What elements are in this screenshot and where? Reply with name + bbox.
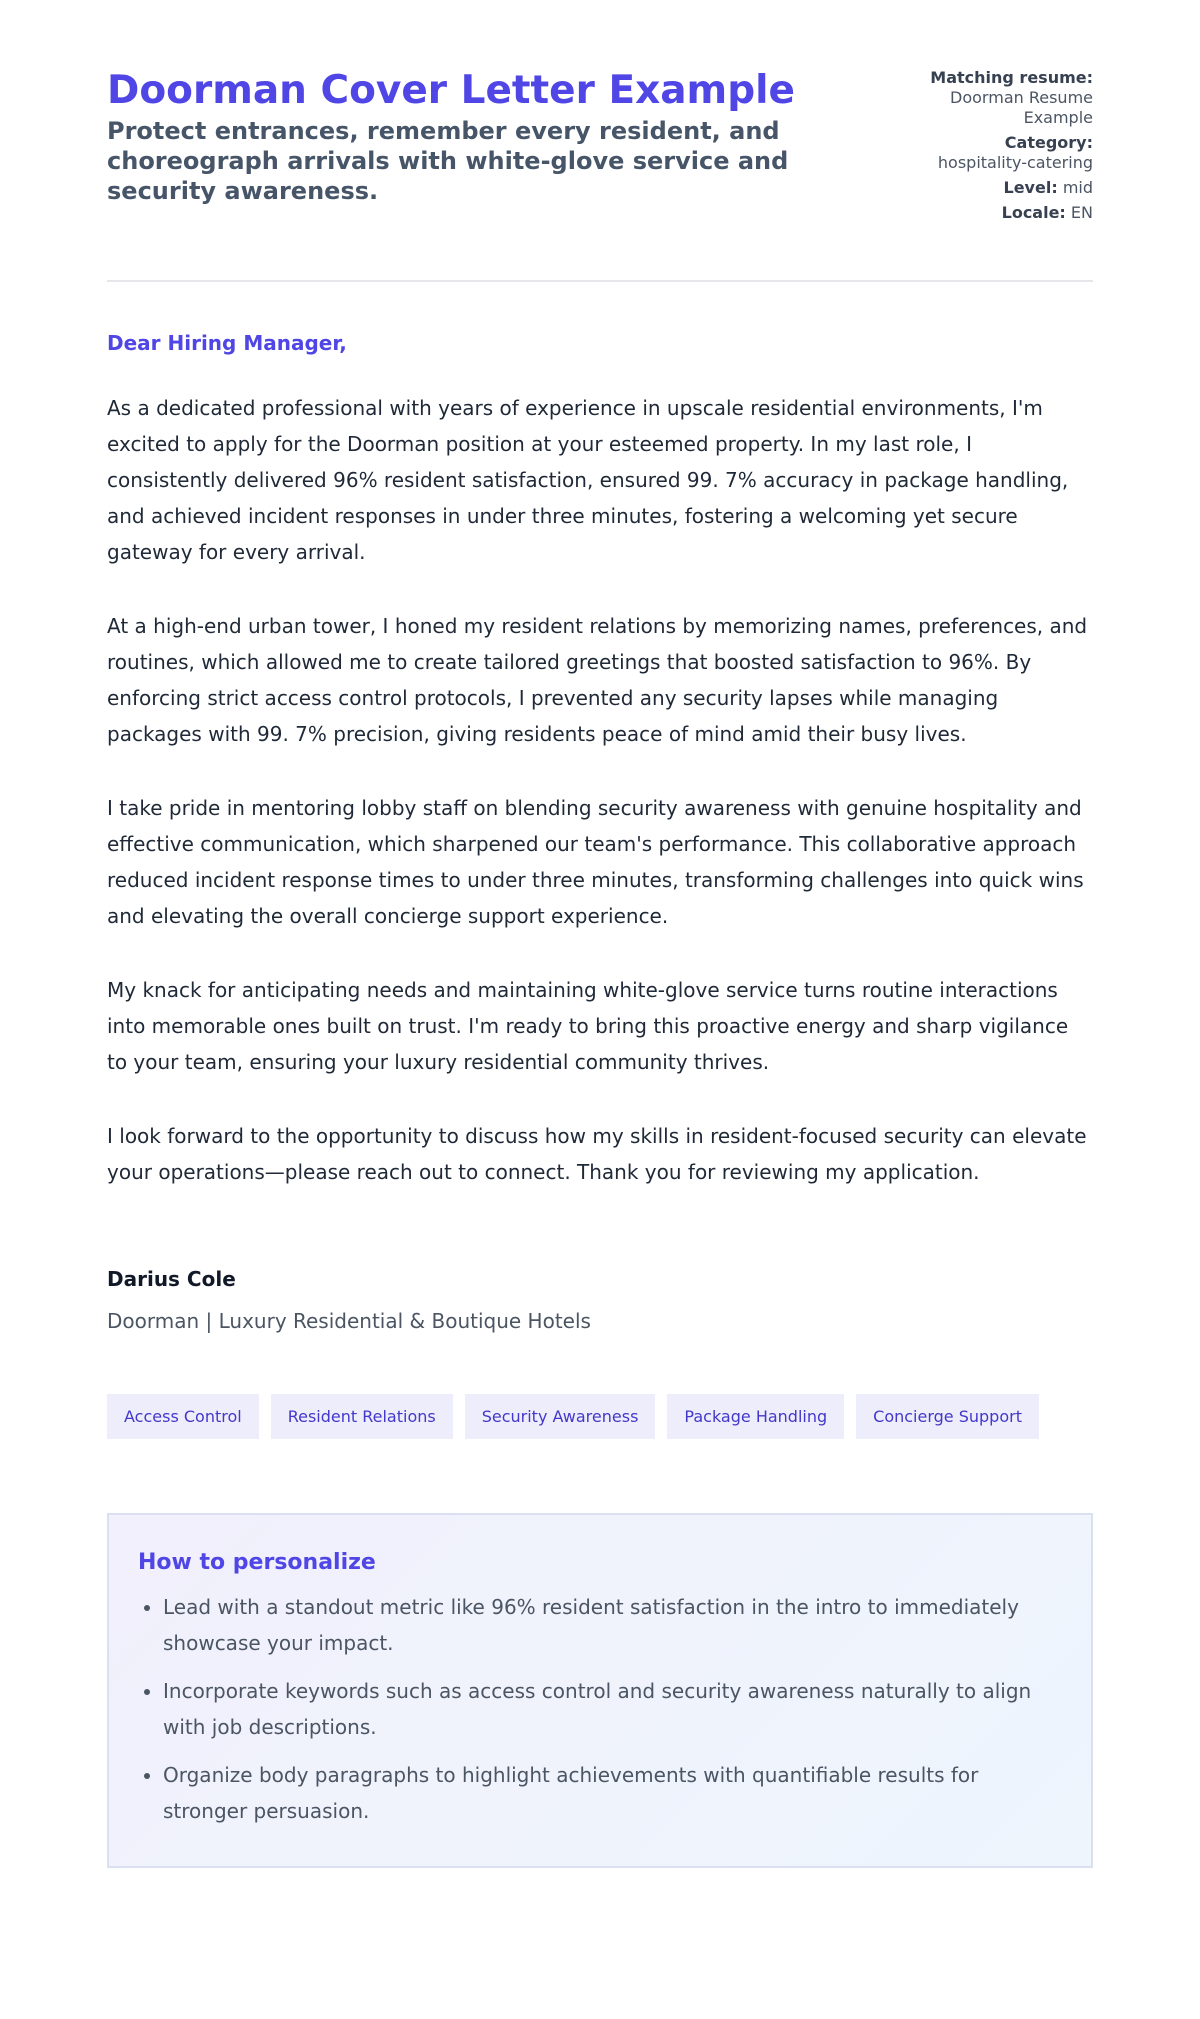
page-subtitle: Protect entrances, remember every resident, and choreograph arrivals with white-glove service and security awareness. bbox=[107, 117, 789, 205]
letter-paragraph: I look forward to the opportunity to discuss how my skills in resident-focused security can elevate your operations—please reach out to connect. Thank you for reviewing my application. bbox=[107, 1124, 1087, 1184]
resume-value: Doorman Resume Example bbox=[950, 88, 1093, 127]
page-title: Doorman Cover Letter Example bbox=[107, 68, 795, 113]
level-label: Level: bbox=[1003, 178, 1058, 197]
skill-tag: Security Awareness bbox=[465, 1394, 656, 1439]
resume-label: Matching resume: bbox=[930, 68, 1093, 87]
letter-paragraph: As a dedicated professional with years of experience in upscale residential environments, I'm excited to apply for the Doorman position at your esteemed property. In my last role, I consistently delivered 96% resident satisfaction, ensured 99. 7% accuracy in package handling, and achieved incident responses in under three minutes, fostering a welcoming yet secure gateway for every arrival. bbox=[107, 396, 1069, 564]
signature-role: Doorman | Luxury Residential & Boutique Hotels bbox=[107, 1309, 591, 1333]
skill-tag: Package Handling bbox=[667, 1394, 844, 1439]
signature bbox=[107, 1266, 1093, 1334]
locale-value: EN bbox=[1070, 203, 1093, 222]
tip-item: • Incorporate keywords such as access control and security awareness naturally to align with job descriptions. bbox=[163, 1673, 1062, 1745]
skill-tag: Access Control bbox=[107, 1394, 259, 1439]
skill-tag: Concierge Support bbox=[856, 1394, 1039, 1439]
tip-item: • Lead with a standout metric like 96% resident satisfaction in the intro to immediately showcase your impact. bbox=[163, 1589, 1062, 1661]
letter-paragraph: My knack for anticipating needs and maintaining white-glove service turns routine interactions into memorable ones built on trust. I'm ready to bring this proactive energy and sharp vigilance to your team, ensuring your luxury residential community thrives. bbox=[107, 978, 1069, 1074]
skill-tag: Resident Relations bbox=[271, 1394, 453, 1439]
skill-tags bbox=[107, 1394, 1093, 1439]
personalize-box bbox=[107, 1513, 1093, 1868]
tip-item: • Organize body paragraphs to highlight achievements with quantifiable results for stronger persuasion. bbox=[163, 1757, 1062, 1829]
signature-name: Darius Cole bbox=[107, 1267, 236, 1291]
level-value: mid bbox=[1062, 178, 1093, 197]
personalize-title: How to personalize bbox=[138, 1550, 376, 1575]
category-value: hospitality-catering bbox=[937, 153, 1093, 172]
tips-list bbox=[138, 1589, 1062, 1829]
letter-paragraph: At a high-end urban tower, I honed my resident relations by memorizing names, preferences, and routines, which allowed me to create tailored greetings that boosted satisfaction to 96%. By enforcing strict access control protocols, I prevented any security lapses while managing packages with 99. 7% precision, giving residents peace of mind amid their busy lives. bbox=[107, 614, 1088, 746]
greeting: Dear Hiring Manager, bbox=[107, 331, 347, 355]
category-label: Category: bbox=[1004, 133, 1093, 152]
letter-paragraph: I take pride in mentoring lobby staff on blending security awareness with genuine hospitality and effective communication, which sharpened our team's performance. This collaborative approach reduced incident response times to under three minutes, transforming challenges into quick wins and elevating the overall concierge support experience. bbox=[107, 796, 1084, 928]
locale-label: Locale: bbox=[1001, 203, 1066, 222]
divider bbox=[107, 280, 1093, 282]
header bbox=[107, 68, 1093, 228]
meta-panel bbox=[893, 68, 1093, 228]
